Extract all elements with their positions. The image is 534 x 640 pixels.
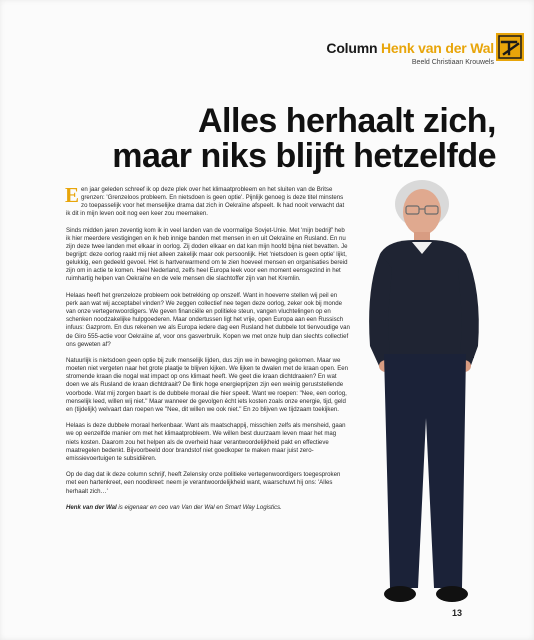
article-paragraph bbox=[65, 183, 350, 218]
column-header bbox=[326, 40, 494, 67]
drop-cap: E bbox=[65, 183, 80, 207]
article-paragraph: Op de dag dat ik deze column schrijf, heeft Zelensky onze politieke vertegenwoordigers toegesproken met een hartenkreet, een noodkreet: neem je verantwoordelijkheid want, waarschuwt hij ons: 'Alles herhaalt zich…' bbox=[66, 471, 341, 495]
bio-name: Henk van der Wal bbox=[66, 504, 117, 512]
author-portrait bbox=[348, 168, 518, 618]
paragraph-text: en jaar geleden schreef ik op deze plek over het klimaatprobleem en het sluiten van de Britse grenzen: 'Grenzeloos probleem. En nietsdoen is geen optie'. Pijnlijk genoeg is deze titel minstens zo toepasselijk voor het menselijke drama dat zich in Oekraïne afspeelt. Ik had nooit verwacht dat ik dit in mijn leven ooit nog een keer zou meemaken. bbox=[66, 186, 345, 218]
photo-credit: Beeld Christiaan Krouwels bbox=[411, 59, 494, 66]
column-label: Column bbox=[326, 40, 378, 56]
headline-line-1: Alles herhaalt zich, bbox=[198, 102, 496, 140]
publication-logo-icon bbox=[496, 33, 524, 61]
article-paragraph: Helaas heeft het grenzeloze probleem ook betrekking op onszelf. Want in hoeverre stellen wij peil en perk aan wat wij acceptabel vinden? We zeggen collectief nee tegen deze oorlog, zeker ook bij monde van onze vertegenwoordigers. We geven financiële en politieke steun, vangen vluchtelingen op en schenken noodzakelijke hulpgoederen. Maar ondertussen ligt het vrije, open Europa aan een Russisch infuus: Gazprom. En dus rekenen we als Europa iedere dag een Rusland het dubbele tot tienvoudige van de Giro 555-actie voor Oekraïne af, voor ons gasverbruik. Kopen we met onze hulp dan slechts collectief ons geweten af? bbox=[66, 292, 350, 348]
headline-line-2: maar niks blijft hetzelfde bbox=[112, 137, 496, 175]
bio-text: is eigenaar en ceo van Van der Wal en Smart Way Logistics. bbox=[116, 504, 282, 512]
author-name: Henk van der Wal bbox=[381, 40, 494, 56]
headline bbox=[60, 104, 496, 174]
author-bio bbox=[66, 504, 350, 512]
page-number: 13 bbox=[451, 608, 462, 618]
article-paragraph: Sinds midden jaren zeventig kom ik in veel landen van de voormalige Sovjet-Unie. Met 'mijn bedrijf' heb ik hier meerdere vestigingen en ik heb innige banden met mensen in en uit Oekraïne en Rusland. En nu zijn deze twee landen met elkaar in oorlog. Zij doden elkaar en dat kan mijn hoofd bijna niet bevatten. Je begrijpt: deze oorlog raakt mij niet alleen zakelijk maar ook persoonlijk. Het 'nietsdoen is geen optie' lijkt, gelukkig, een gedeeld gevoel. Het is hartverwarmend om te zien hoeveel mensen en organisaties bereid zijn om in actie te komen. Heel Nederland, zelfs heel Europa leek voor een moment eensgezind in het ruimhartig helpen van Oekraïne en de vele mensen die slachtoffer zijn van het Kremlin. bbox=[66, 226, 348, 283]
article-paragraph: Helaas is deze dubbele moraal herkenbaar. Want als maatschappij, misschien zelfs als mensheid, gaan we op eenzelfde manier om met het klimaatprobleem. We willen best duurzaam leven maar het mag niets kosten. Daarom zou het helpen als de overheid haar verantwoordelijkheid pakt en effectieve maatregelen bedenkt. Bijvoorbeeld door brandstof niet goedkoper te maken maar juist zero-emissievoertuigen te subsidiëren. bbox=[66, 422, 346, 462]
article-body bbox=[65, 183, 350, 521]
column-title bbox=[326, 40, 494, 56]
article-paragraph: Natuurlijk is nietsdoen geen optie bij zulk menselijk lijden, dus zijn we in beweging gekomen. Maar we moeten niet vergeten naar het grote plaatje te blijven kijken. We lijken te dwalen met de kraan open. Een stromende kraan die nogal wat impact op ons klimaat heeft. We geet die kraan dichtdraaien? En wat doen we als Rusland de kraan dichtdraait? De flink hoge energieprijzen zijn een weinig geruststellende voorbode. Wat mij zorgen baart is de dubbele moraal die hier speelt. Want we roepen: "Nee, een oorlog, menselijk leed, willen wij niet." Maar wanneer de gevolgen écht iets kosten zoals onze energie, tijd, geld en (tijdelijk) welvaart dan roepen we "Nee, dit willen we ook niet." En zo blijven we tijdzaam toekijken. bbox=[66, 357, 349, 413]
